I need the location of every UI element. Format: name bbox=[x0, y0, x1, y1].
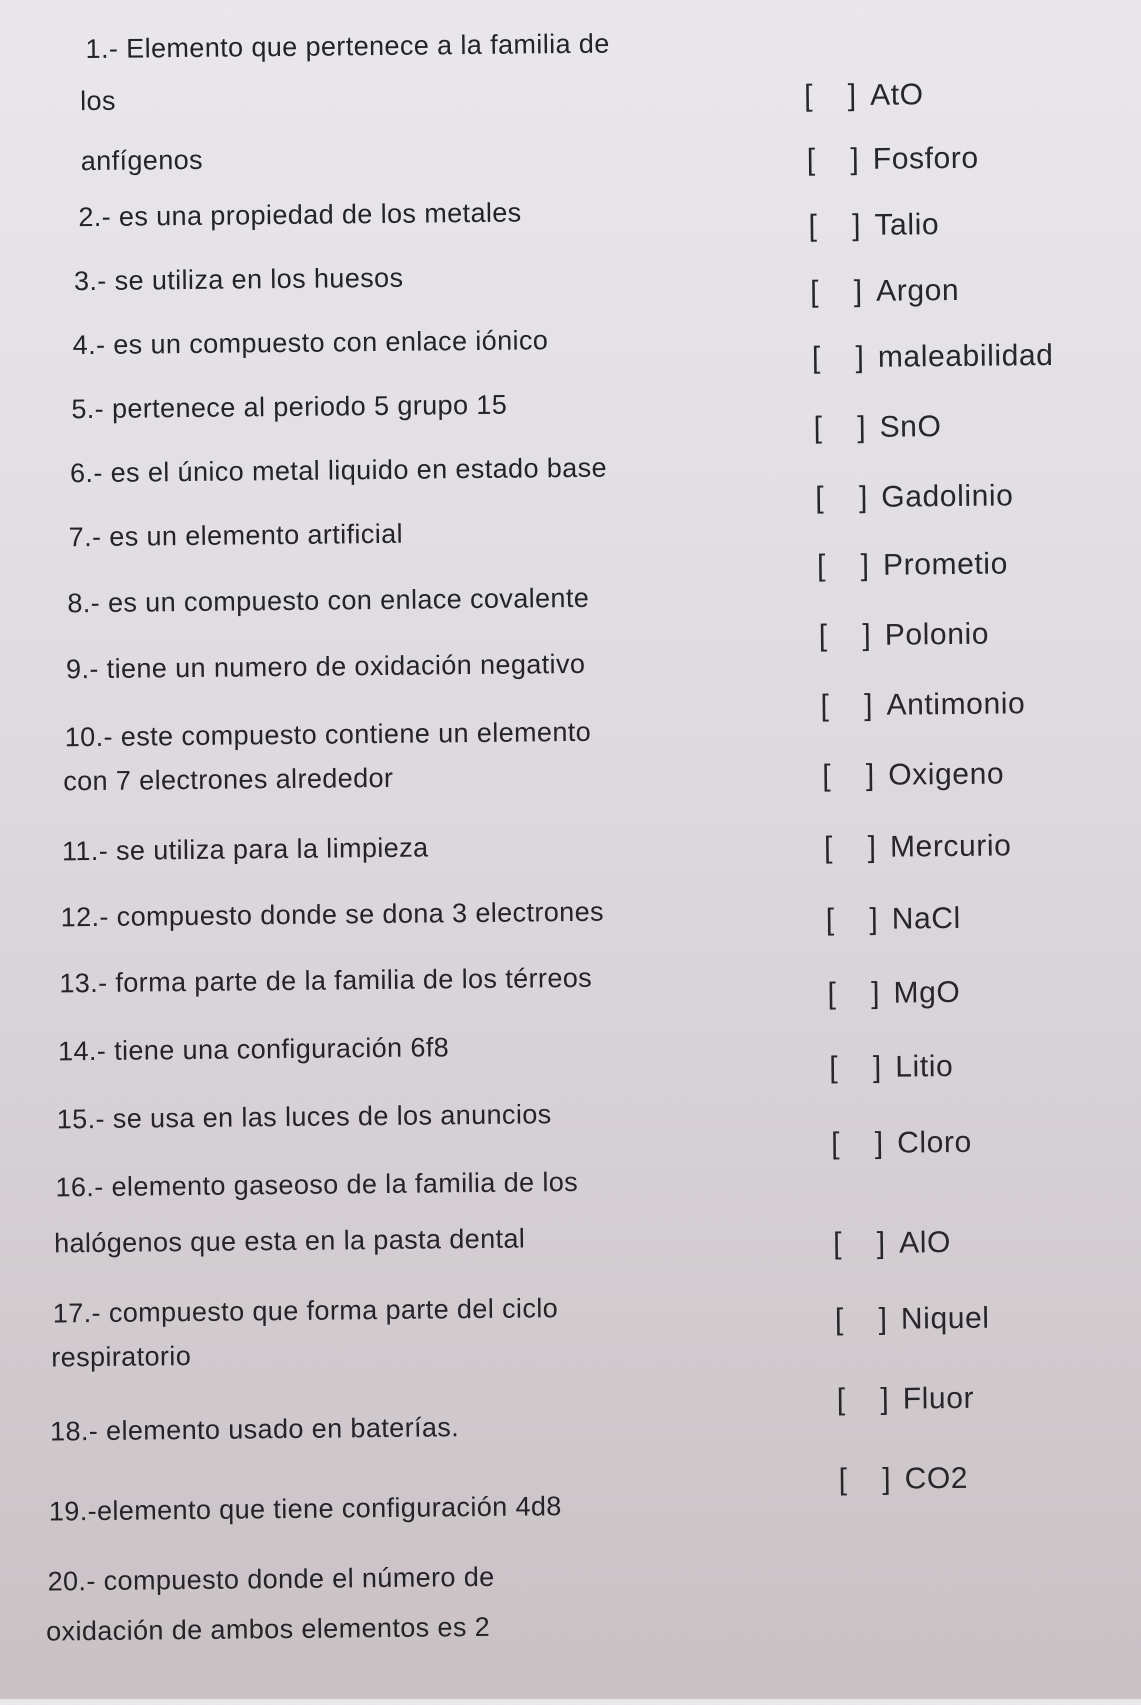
bracket-open: [ bbox=[810, 275, 819, 309]
option-row bbox=[812, 339, 1054, 376]
answer-blank[interactable] bbox=[808, 209, 860, 244]
bracket-close: ] bbox=[850, 142, 859, 177]
answer-blank[interactable] bbox=[804, 79, 856, 114]
bracket-close: ] bbox=[878, 1302, 888, 1336]
answer-blank[interactable] bbox=[812, 341, 864, 376]
option-label: Litio bbox=[895, 1050, 954, 1084]
question-15: 15.- se usa en las luces de los anuncios bbox=[56, 1099, 552, 1135]
bracket-open: [ bbox=[822, 759, 831, 793]
option-label: AlO bbox=[898, 1226, 952, 1260]
bracket-close: ] bbox=[865, 758, 875, 792]
bracket-close: ] bbox=[860, 548, 870, 582]
option-label: Oxigeno bbox=[888, 757, 1005, 792]
answer-blank[interactable] bbox=[810, 275, 862, 310]
bracket-open: [ bbox=[813, 411, 823, 445]
question-13: 13.- forma parte de la familia de los térreos bbox=[59, 962, 593, 999]
answer-blank[interactable] bbox=[829, 1051, 881, 1086]
question-17-line-2: respiratorio bbox=[51, 1341, 192, 1373]
answer-blank[interactable] bbox=[831, 1127, 883, 1162]
option-label: Fosforo bbox=[872, 141, 979, 176]
bracket-open: [ bbox=[808, 209, 817, 243]
bracket-close: ] bbox=[880, 1382, 889, 1416]
option-row bbox=[804, 78, 924, 113]
option-label: Cloro bbox=[896, 1125, 972, 1160]
bracket-close: ] bbox=[862, 618, 871, 652]
bracket-close: ] bbox=[871, 976, 880, 1010]
bracket-open: [ bbox=[834, 1303, 844, 1337]
bracket-open: [ bbox=[816, 549, 826, 583]
bracket-close: ] bbox=[851, 208, 861, 243]
question-4: 4.- es un compuesto con enlace iónico bbox=[72, 325, 549, 361]
question-10-line-2: con 7 electrones alrededor bbox=[63, 762, 394, 797]
bracket-open: [ bbox=[806, 143, 816, 177]
option-label: Fluor bbox=[902, 1381, 975, 1416]
option-row bbox=[835, 1302, 990, 1338]
bracket-close: ] bbox=[872, 1050, 882, 1084]
question-10-line-1: 10.- este compuesto contiene un elemento bbox=[64, 716, 592, 753]
option-label: CO2 bbox=[904, 1461, 969, 1496]
bracket-open: [ bbox=[811, 341, 821, 375]
option-label: Talio bbox=[874, 208, 940, 242]
option-label: SnO bbox=[879, 410, 942, 444]
question-3: 3.- se utiliza en los huesos bbox=[73, 262, 404, 297]
bracket-open: [ bbox=[820, 689, 830, 723]
question-19: 19.-elemento que tiene configuración 4d8 bbox=[48, 1491, 562, 1527]
bracket-close: ] bbox=[858, 480, 868, 514]
bracket-open: [ bbox=[818, 619, 828, 653]
question-16-line-1: 16.- elemento gaseoso de la familia de los bbox=[55, 1166, 579, 1203]
option-label: maleabilidad bbox=[877, 338, 1054, 374]
question-17-line-1: 17.- compuesto que forma parte del ciclo bbox=[52, 1293, 559, 1329]
question-11: 11.- se utiliza para la limpieza bbox=[61, 832, 429, 867]
answer-blank[interactable] bbox=[822, 759, 874, 794]
option-row bbox=[822, 757, 1004, 793]
question-18: 18.- elemento usado en baterías. bbox=[49, 1412, 460, 1447]
answer-blank[interactable] bbox=[817, 549, 869, 584]
answer-blank[interactable] bbox=[835, 1303, 887, 1338]
option-label: Polonio bbox=[884, 617, 990, 652]
option-row bbox=[833, 1226, 951, 1261]
option-label: MgO bbox=[893, 975, 961, 1010]
option-row bbox=[826, 902, 961, 937]
bracket-open: [ bbox=[838, 1463, 848, 1497]
option-label: Gadolinio bbox=[881, 479, 1014, 514]
question-6: 6.- es el único metal liquido en estado base bbox=[69, 452, 608, 489]
option-row bbox=[815, 479, 1014, 515]
question-1-line-3: anfígenos bbox=[80, 144, 204, 177]
bracket-open: [ bbox=[832, 1227, 842, 1261]
question-1-line-1: 1.- Elemento que pertenece a la familia de bbox=[85, 28, 610, 65]
question-9: 9.- tiene un numero de oxidación negativo bbox=[65, 648, 586, 685]
bracket-close: ] bbox=[882, 1462, 891, 1496]
bracket-open: [ bbox=[825, 903, 835, 937]
option-row bbox=[831, 1126, 972, 1161]
bracket-close: ] bbox=[867, 830, 877, 864]
option-row bbox=[838, 1462, 968, 1497]
answer-blank[interactable] bbox=[838, 1463, 890, 1498]
answer-blank[interactable] bbox=[815, 481, 867, 516]
option-label: Niquel bbox=[900, 1301, 990, 1336]
bracket-close: ] bbox=[853, 274, 863, 309]
bracket-open: [ bbox=[830, 1127, 840, 1161]
question-5: 5.- pertenece al periodo 5 grupo 15 bbox=[71, 389, 508, 425]
question-20-line-2: oxidación de ambos elementos es 2 bbox=[46, 1611, 491, 1647]
option-row bbox=[820, 687, 1025, 723]
bracket-open: [ bbox=[827, 977, 837, 1011]
answer-blank[interactable] bbox=[807, 143, 859, 178]
bracket-close: ] bbox=[876, 1226, 886, 1260]
answer-blank[interactable] bbox=[837, 1383, 889, 1418]
option-label: Antimonio bbox=[886, 687, 1026, 722]
answer-blank[interactable] bbox=[827, 977, 879, 1012]
question-2: 2.- es una propiedad de los metales bbox=[78, 197, 522, 233]
bracket-open: [ bbox=[815, 481, 824, 515]
bracket-open: [ bbox=[836, 1383, 846, 1417]
bracket-close: ] bbox=[855, 340, 865, 374]
bracket-open: [ bbox=[803, 79, 813, 113]
option-row bbox=[808, 208, 939, 243]
question-7: 7.- es un elemento artificial bbox=[68, 518, 404, 553]
option-row bbox=[813, 410, 941, 445]
answer-blank[interactable] bbox=[826, 903, 878, 938]
option-row bbox=[824, 829, 1012, 865]
option-row bbox=[827, 976, 960, 1011]
question-12: 12.- compuesto donde se dona 3 electrones bbox=[60, 896, 605, 933]
option-row bbox=[810, 274, 959, 310]
answer-blank[interactable] bbox=[833, 1227, 885, 1262]
option-row bbox=[817, 547, 1008, 583]
question-16-line-2: halógenos que esta en la pasta dental bbox=[53, 1223, 526, 1259]
option-row bbox=[807, 142, 979, 178]
answer-blank[interactable] bbox=[819, 619, 871, 654]
question-8: 8.- es un compuesto con enlace covalente bbox=[67, 582, 590, 619]
option-label: Prometio bbox=[882, 547, 1009, 582]
option-label: AtO bbox=[869, 78, 924, 112]
bracket-close: ] bbox=[874, 1126, 884, 1160]
option-label: Argon bbox=[875, 273, 960, 308]
question-20-line-1: 20.- compuesto donde el número de bbox=[47, 1561, 495, 1597]
answer-blank[interactable] bbox=[813, 411, 865, 446]
bracket-open: [ bbox=[829, 1051, 838, 1085]
option-row bbox=[837, 1382, 975, 1417]
option-row bbox=[819, 618, 990, 654]
option-row bbox=[829, 1050, 953, 1085]
question-14: 14.- tiene una configuración 6f8 bbox=[57, 1032, 450, 1067]
answer-blank[interactable] bbox=[820, 689, 872, 724]
bracket-close: ] bbox=[857, 410, 866, 444]
question-1-line-2: los bbox=[79, 85, 117, 117]
bracket-open: [ bbox=[823, 831, 833, 865]
bracket-close: ] bbox=[869, 902, 878, 936]
answer-blank[interactable] bbox=[824, 831, 876, 866]
bracket-close: ] bbox=[847, 78, 857, 113]
option-label: Mercurio bbox=[889, 829, 1012, 864]
bracket-close: ] bbox=[863, 688, 873, 722]
option-label: NaCl bbox=[891, 901, 962, 936]
